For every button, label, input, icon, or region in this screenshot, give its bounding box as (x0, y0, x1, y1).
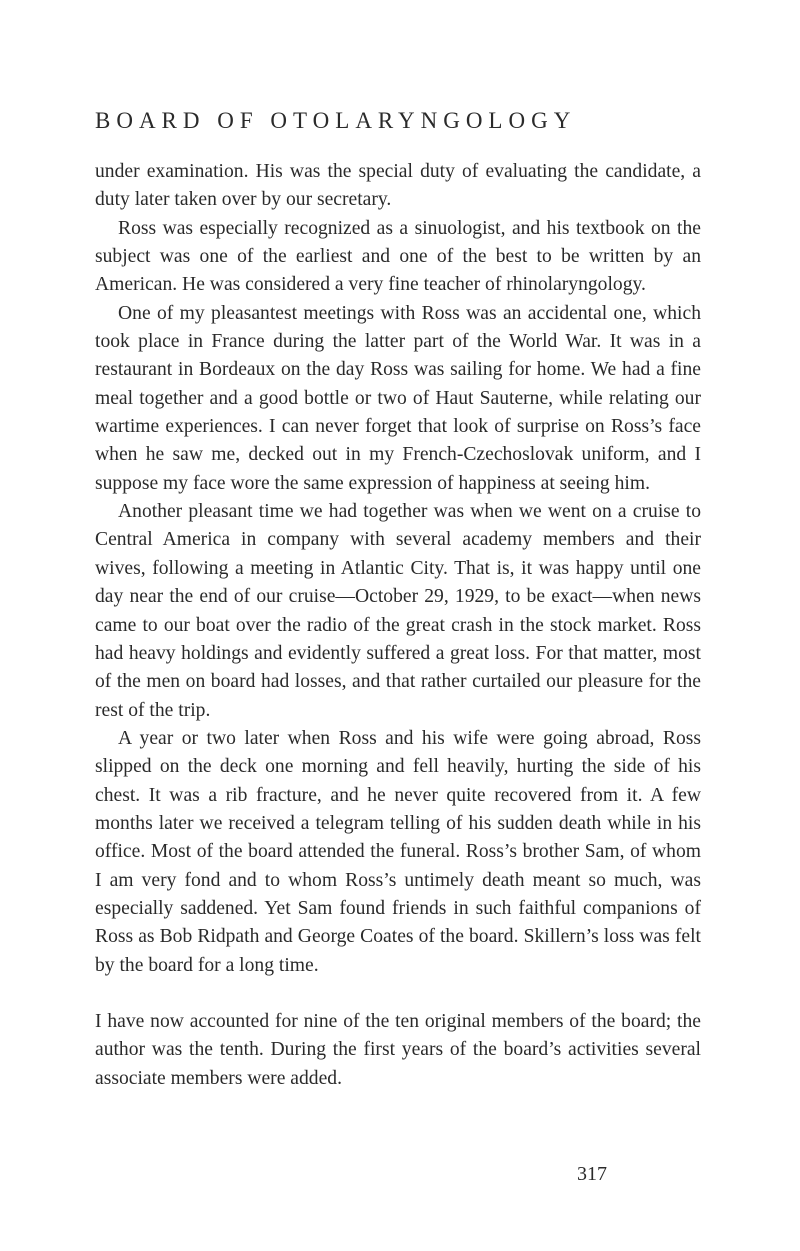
paragraph-6: I have now accounted for nine of the ten original members of the board; the author was the tenth. During the first years of the board’s activities several associate members were added. (95, 1010, 701, 1089)
paragraph-3: One of my pleasantest meetings with Ross was an accidental one, which took place in France during the latter part of the World War. It was in a restaurant in Bordeaux on the day Ross was sailing for home. We had a fine meal together and a good bottle or two of Haut Sauterne, while relating our wartime experiences. I can never forget that look of surprise on Ross’s face when he saw me, decked out in my French-Czechoslovak uniform, and I suppose my face wore the same expression of happiness at seeing him. (95, 302, 701, 494)
paragraph-5: A year or two later when Ross and his wife were going abroad, Ross slipped on the deck one morning and fell heavily, hurting the side of his chest. It was a rib fracture, and he never quite recovered from it. A few months later we received a telegram telling of his sudden death while in his office. Most of the board attended the funeral. Ross’s brother Sam, of whom I am very fond and to whom Ross’s untimely death meant so much, was especially saddened. Yet Sam found friends in such faithful companions of Ross as Bob Ridpath and George Coates of the board. Skillern’s loss was felt by the board for a long time. (95, 727, 701, 976)
paragraph-2: Ross was especially recognized as a sinuologist, and his textbook on the subject was one of the earliest and one of the best to be written by an American. He was considered a very fine teacher of rhinolaryngology. (95, 217, 701, 296)
body-text (95, 158, 701, 1093)
paragraph-4: Another pleasant time we had together was when we went on a cruise to Central America in company with several academy members and their wives, following a meeting in Atlantic City. That is, it was happy until one day near the end of our cruise—October 29, 1929, to be exact—when news came to our boat over the radio of the great crash in the stock market. Ross had heavy holdings and evidently suffered a great loss. For that matter, most of the men on board had losses, and that rather curtailed our pleasure for the rest of the trip. (95, 501, 701, 721)
page-number: 317 (577, 1163, 607, 1185)
paragraph-1: under examination. His was the special duty of evaluating the candidate, a duty later taken over by our secretary. (95, 161, 701, 211)
running-head: BOARD OF OTOLARYNGOLOGY (95, 108, 577, 133)
